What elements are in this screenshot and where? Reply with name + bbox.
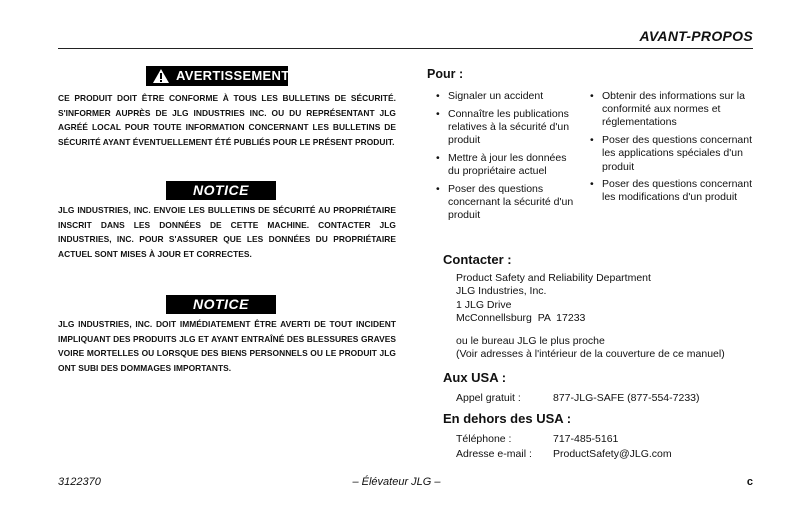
local-line: (Voir adresses à l'intérieur de la couverture de ce manuel)	[456, 348, 725, 361]
notice-text-2: JLG INDUSTRIES, INC. DOIT IMMÉDIATEMENT ÊTRE AVERTI DE TOUT INCIDENT IMPLIQUANT DES PRODUITS JLG ET AYANT ENTRAÎNÉ DES BLESSURES GRAVES VOIRE MORTELLES OU LORSQUE DES BIENS PERSONNELS OU LE PRODUIT JLG ONT SUBI DES DOMMAGES IMPORTANTS.	[58, 319, 396, 373]
footer-page-number: c	[746, 476, 753, 488]
contact-heading: Contacter :	[443, 252, 512, 267]
outside-usa-heading: En dehors des USA :	[443, 411, 572, 426]
notice-badge-1: NOTICE	[166, 181, 276, 200]
warning-text: CE PRODUIT DOIT ÊTRE CONFORME À TOUS LES BULLETINS DE SÉCURITÉ. S'INFORMER AUPRÈS DE JLG INDUSTRIES INC. OU DU REPRÉSENTANT JLG AGRÉÉ LOCAL POUR TOUTE INFORMATION CONCERNANT LES BULLETINS DE SÉCURITÉ AYANT ÉVENTUELLEMENT ÉTÉ PUBLIÉS POUR LE PRÉSENT PRODUIT.	[58, 93, 396, 147]
email-address: ProductSafety@JLG.com	[553, 448, 672, 460]
warning-badge-label: AVERTISSEMENT	[176, 68, 290, 83]
toll-free-number: 877-JLG-SAFE (877-554-7233)	[553, 392, 700, 404]
notice-badge-2: NOTICE	[166, 295, 276, 314]
pour-list-right	[590, 90, 755, 209]
notice-text-1: JLG INDUSTRIES, INC. ENVOIE LES BULLETINS DE SÉCURITÉ AU PROPRIÉTAIRE INSCRIT DANS LES DONNÉES DE CETTE MACHINE. CONTACTER JLG INDUSTRIES, INC. POUR S'ASSURER QUE LES DONNÉES DU PROPRIÉTAIRE ACTUEL SONT MISES À JOUR ET CORRECTES.	[58, 205, 396, 259]
toll-free-label: Appel gratuit :	[456, 392, 521, 404]
email-label: Adresse e-mail :	[456, 448, 532, 460]
list-item: • Poser des questions concernant les applications spéciales d'un produit	[590, 134, 755, 174]
warning-triangle-icon	[152, 68, 170, 84]
pour-list-left	[436, 90, 576, 227]
list-item: • Poser des questions concernant la sécurité d'un produit	[436, 183, 576, 223]
usa-heading: Aux USA :	[443, 370, 507, 385]
warning-badge	[146, 66, 288, 86]
phone-label: Téléphone :	[456, 433, 512, 445]
list-item: • Obtenir des informations sur la conformité aux normes et réglementations	[590, 90, 755, 130]
pour-heading: Pour :	[427, 67, 464, 81]
list-item: • Connaître les publications relatives à la sécurité d'un produit	[436, 108, 576, 148]
address-line: 1 JLG Drive	[456, 298, 512, 311]
local-line: ou le bureau JLG le plus proche	[456, 335, 605, 347]
list-item: • Signaler un accident	[436, 90, 576, 103]
address-line: McConnellsburg PA 17233	[456, 311, 586, 324]
page-header-title: AVANT-PROPOS	[639, 28, 753, 44]
contact-address	[456, 272, 651, 325]
list-item: • Poser des questions concernant les modifications d'un produit	[590, 178, 755, 204]
footer-doc-number: 3122370	[58, 476, 101, 488]
local-office-note	[456, 335, 725, 362]
list-item: • Mettre à jour les données du propriétaire actuel	[436, 152, 576, 178]
phone-number: 717-485-5161	[553, 433, 619, 445]
footer-product-name: – Élévateur JLG –	[352, 476, 441, 488]
address-line: Product Safety and Reliability Department	[456, 272, 651, 284]
header-divider	[58, 48, 753, 49]
address-line: JLG Industries, Inc.	[456, 285, 547, 298]
